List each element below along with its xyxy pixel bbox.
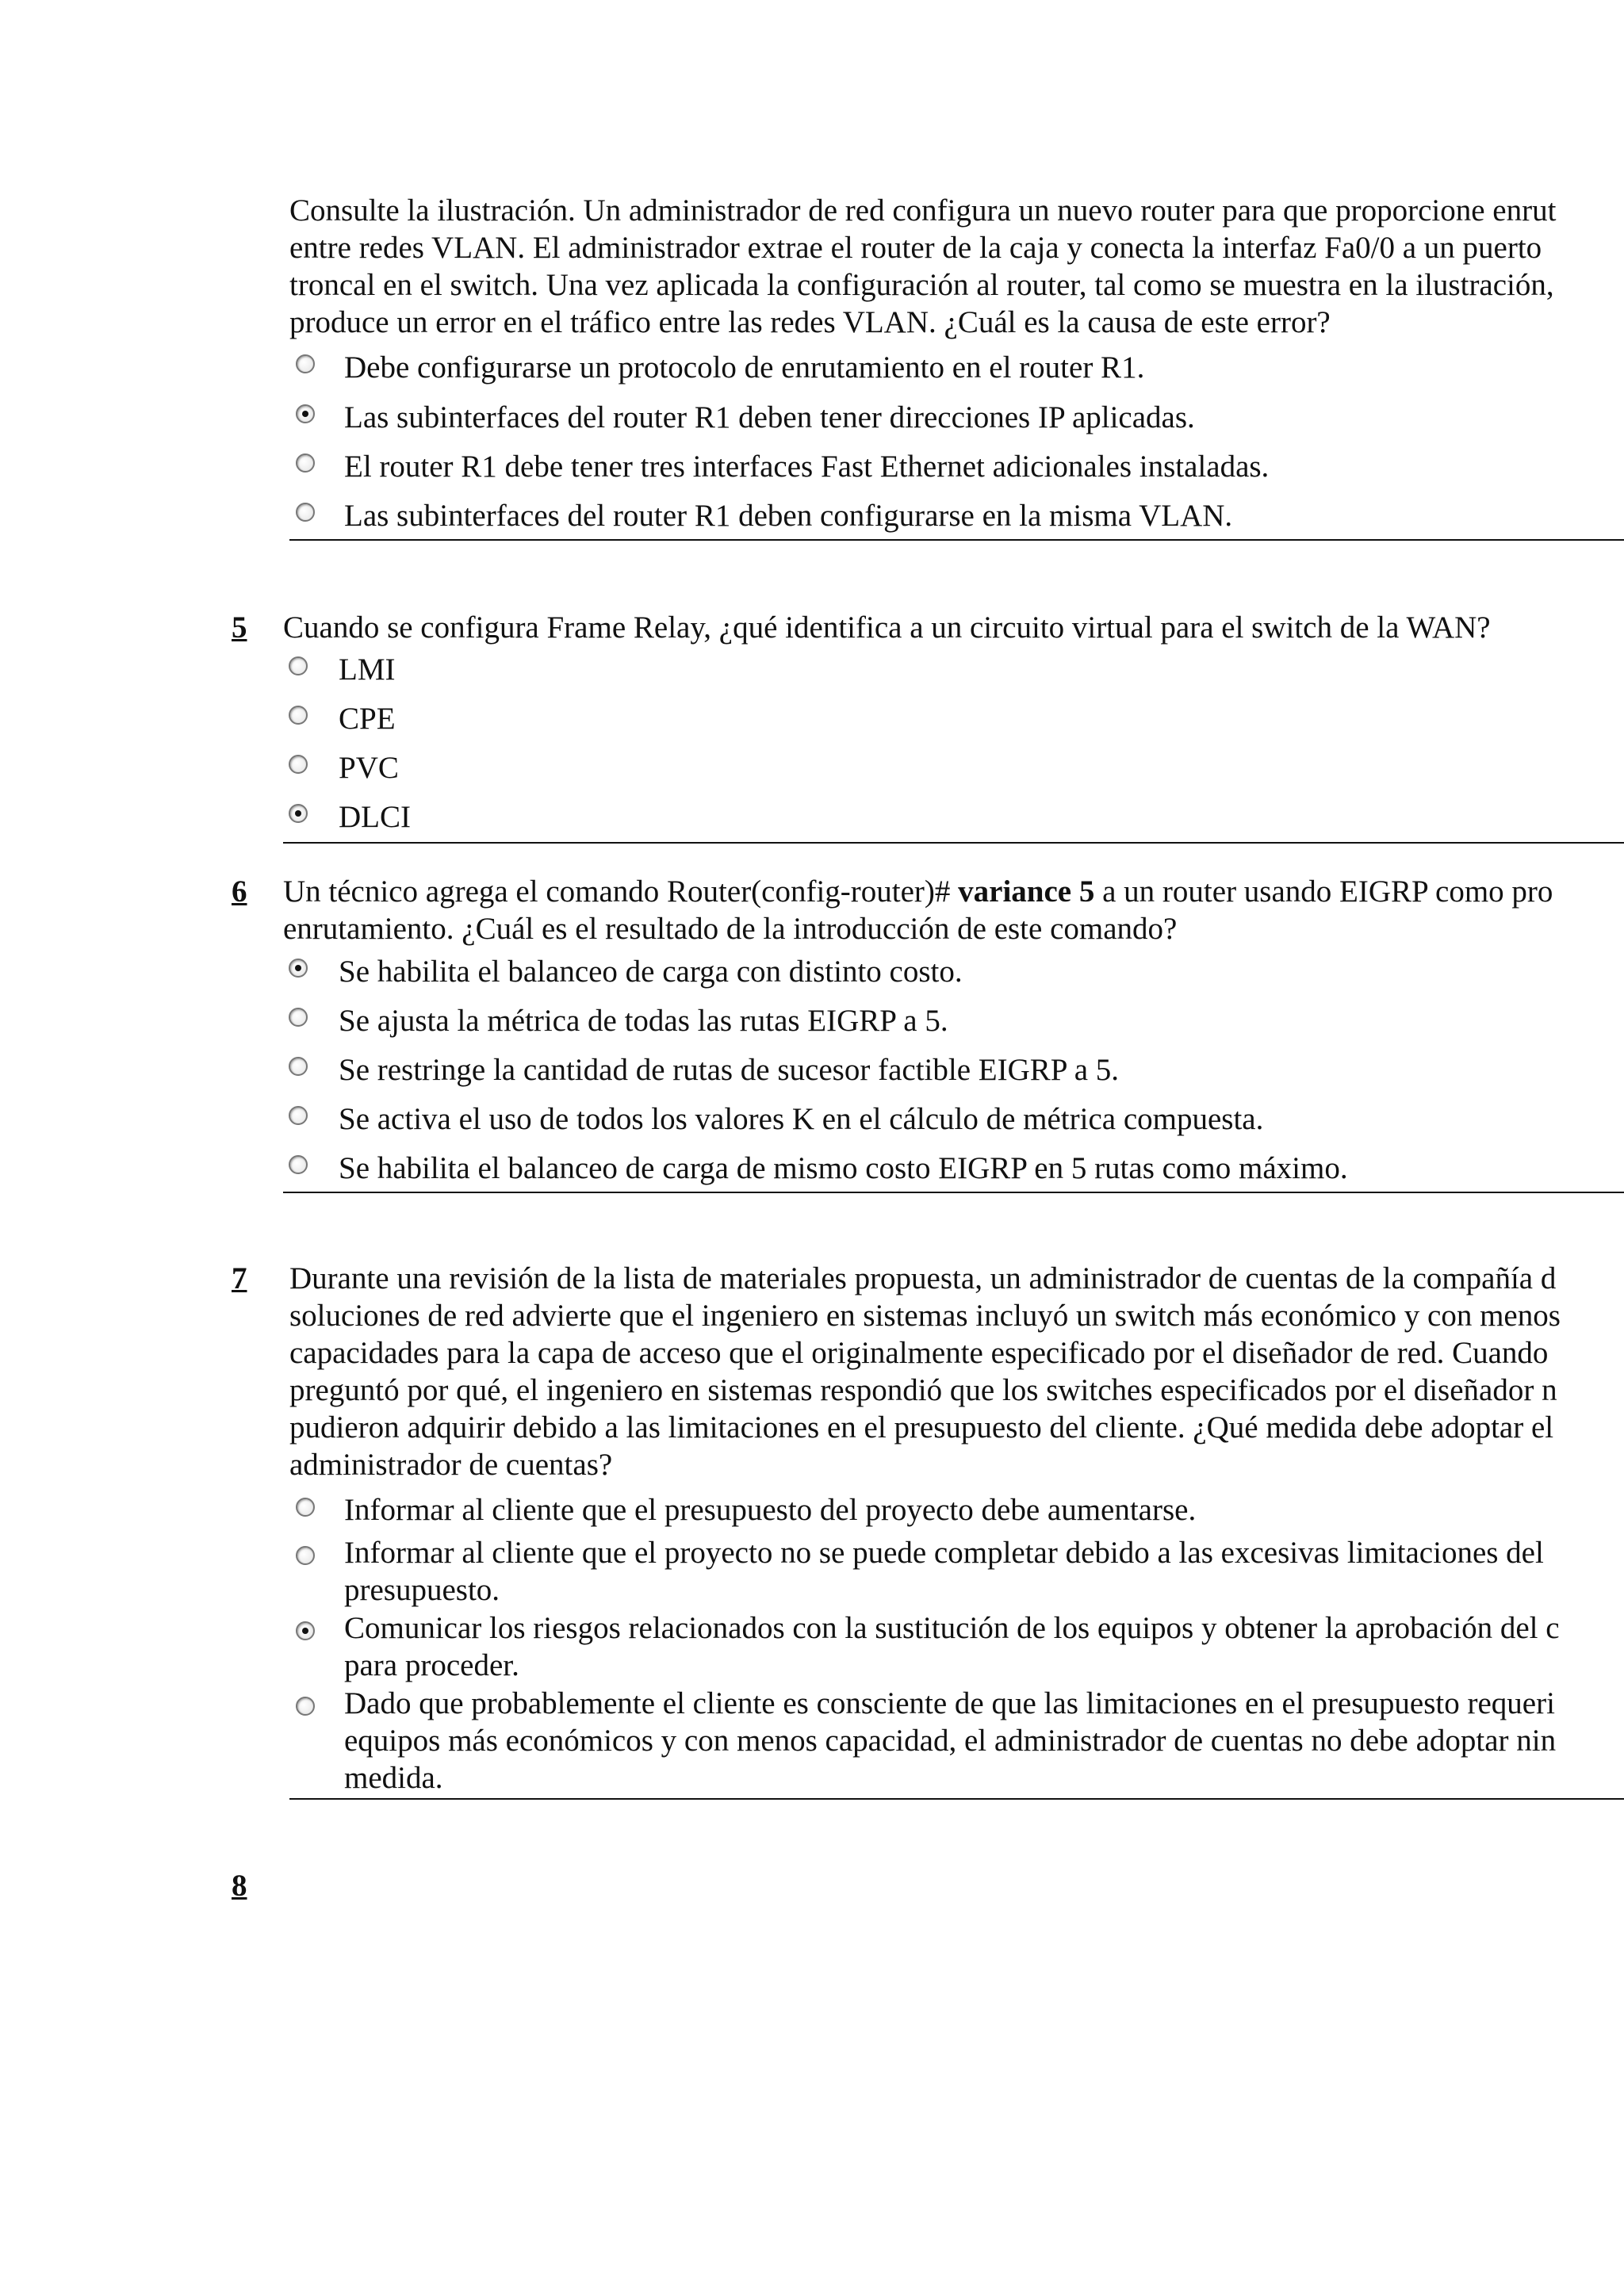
q4-divider <box>289 539 1624 541</box>
q7-option-2-line: presupuesto. <box>344 1573 500 1607</box>
q4-stem-line: produce un error en el tráfico entre las redes VLAN. ¿Cuál es la causa de este error? <box>289 305 1331 339</box>
q6-number: 6 <box>232 874 247 909</box>
q7-option-4-label <box>344 1685 1556 1797</box>
q5-stem: Cuando se configura Frame Relay, ¿qué identifica a un circuito virtual para el switch de la WAN? <box>283 610 1491 645</box>
q6-stem <box>283 873 1553 947</box>
q6-option-2-label: Se ajusta la métrica de todas las rutas EIGRP a 5. <box>339 1004 948 1038</box>
q6-option-3-label: Se restringe la cantidad de rutas de sucesor factible EIGRP a 5. <box>339 1053 1120 1087</box>
q7-option-4-radio[interactable] <box>296 1697 315 1716</box>
q4-option-2-radio[interactable] <box>296 404 315 423</box>
q4-stem <box>289 192 1556 341</box>
q7-option-4-line: medida. <box>344 1761 443 1795</box>
q6-stem-prefix: Un técnico agrega el comando Router(config-router)# <box>283 874 959 909</box>
q7-option-3-radio[interactable] <box>296 1621 315 1640</box>
q5-option-4-radio[interactable] <box>289 804 308 823</box>
q7-option-2-label <box>344 1534 1544 1609</box>
q6-option-3-radio[interactable] <box>289 1057 308 1076</box>
q5-option-2-radio[interactable] <box>289 706 308 725</box>
q6-option-2-radio[interactable] <box>289 1008 308 1027</box>
q6-divider <box>283 1192 1624 1193</box>
q7-stem-line: pudieron adquirir debido a las limitaciones en el presupuesto del cliente. ¿Qué medida debe adoptar el <box>289 1410 1554 1445</box>
q7-option-1-label <box>344 1491 1196 1529</box>
q6-option-5-label: Se habilita el balanceo de carga de mismo costo EIGRP en 5 rutas como máximo. <box>339 1151 1348 1185</box>
q6-option-5-radio[interactable] <box>289 1155 308 1174</box>
q7-option-3-line: para proceder. <box>344 1648 519 1682</box>
q4-stem-line: entre redes VLAN. El administrador extrae el router de la caja y conecta la interfaz Fa0/0 a un puerto <box>289 231 1542 265</box>
q7-option-1-radio[interactable] <box>296 1498 315 1517</box>
q4-option-3-label: El router R1 debe tener tres interfaces Fast Ethernet adicionales instaladas. <box>344 450 1270 484</box>
q4-option-1-radio[interactable] <box>296 354 315 373</box>
q5-option-1-radio[interactable] <box>289 656 308 675</box>
q7-option-2-radio[interactable] <box>296 1546 315 1565</box>
q5-number: 5 <box>232 610 247 645</box>
q7-stem-line: administrador de cuentas? <box>289 1448 613 1482</box>
q7-option-3-label <box>344 1609 1560 1684</box>
q5-option-3-radio[interactable] <box>289 755 308 774</box>
q4-option-3-radio[interactable] <box>296 453 315 473</box>
q4-stem-line: Consulte la ilustración. Un administrador de red configura un nuevo router para que proporcione enrut <box>289 193 1557 228</box>
q7-option-3-line: Comunicar los riesgos relacionados con la sustitución de los equipos y obtener la aprobación del c <box>344 1611 1560 1645</box>
q7-option-4-line: Dado que probablemente el cliente es consciente de que las limitaciones en el presupuesto requeri <box>344 1686 1555 1720</box>
q7-stem-line: Durante una revisión de la lista de materiales propuesta, un administrador de cuentas de la compañía d <box>289 1261 1557 1295</box>
q6-stem-command: variance 5 <box>958 874 1095 909</box>
q6-option-1-radio[interactable] <box>289 959 308 978</box>
q6-option-4-radio[interactable] <box>289 1106 308 1125</box>
q6-option-1-label: Se habilita el balanceo de carga con distinto costo. <box>339 955 963 989</box>
q5-option-2-label: CPE <box>339 702 396 736</box>
q4-option-1-label: Debe configurarse un protocolo de enrutamiento en el router R1. <box>344 350 1145 385</box>
q4-option-4-label: Las subinterfaces del router R1 deben configurarse en la misma VLAN. <box>344 499 1233 533</box>
q7-stem-line: capacidades para la capa de acceso que el originalmente especificado por el diseñador de red. Cuando <box>289 1336 1549 1370</box>
q4-stem-line: troncal en el switch. Una vez aplicada la configuración al router, tal como se muestra en la ilustración, <box>289 268 1554 302</box>
q4-option-2-label: Las subinterfaces del router R1 deben tener direcciones IP aplicadas. <box>344 400 1195 434</box>
q5-option-1-label: LMI <box>339 652 396 687</box>
q8-number: 8 <box>232 1869 247 1903</box>
q5-option-3-label: PVC <box>339 751 399 785</box>
q5-divider <box>283 842 1624 844</box>
q7-stem-line: preguntó por qué, el ingeniero en sistemas respondió que los switches especificados por el diseñador n <box>289 1373 1557 1407</box>
q6-stem-line-2: enrutamiento. ¿Cuál es el resultado de la introducción de este comando? <box>283 912 1178 946</box>
q7-option-4-line: equipos más económicos y con menos capacidad, el administrador de cuentas no debe adoptar nin <box>344 1724 1557 1758</box>
q6-stem-line-1 <box>283 873 1553 910</box>
q5-option-4-label: DLCI <box>339 800 411 834</box>
q7-stem-line: soluciones de red advierte que el ingeniero en sistemas incluyó un switch más económico y con menos <box>289 1299 1561 1333</box>
q7-divider <box>289 1798 1624 1800</box>
q7-option-1-line: Informar al cliente que el presupuesto del proyecto debe aumentarse. <box>344 1493 1197 1527</box>
q6-stem-suffix: a un router usando EIGRP como pro <box>1094 874 1553 909</box>
q6-option-4-label: Se activa el uso de todos los valores K en el cálculo de métrica compuesta. <box>339 1102 1264 1136</box>
q7-stem <box>289 1260 1561 1483</box>
q7-number: 7 <box>232 1261 247 1295</box>
q7-option-2-line: Informar al cliente que el proyecto no se puede completar debido a las excesivas limitaciones del <box>344 1536 1544 1570</box>
q4-option-4-radio[interactable] <box>296 503 315 522</box>
